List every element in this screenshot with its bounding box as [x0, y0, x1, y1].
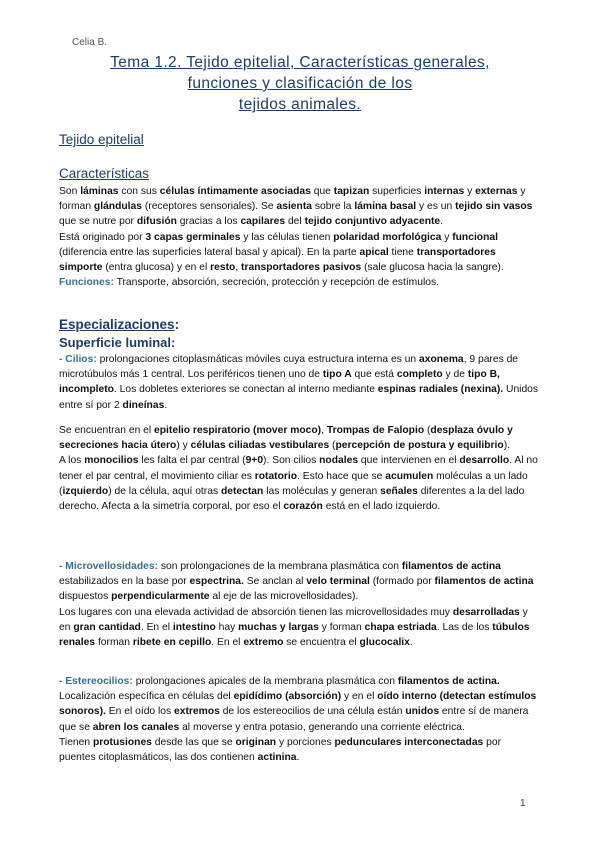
- bold-term: percepción de postura y equilibrio: [335, 440, 504, 452]
- bold-term: dineínas: [122, 399, 165, 411]
- bold-term: funcional: [452, 231, 498, 243]
- title-line-3: tejidos animales.: [238, 96, 362, 113]
- author-name: Celia B.: [72, 37, 108, 48]
- bold-term: rotatorio: [254, 470, 298, 482]
- bold-term: apical: [359, 246, 389, 258]
- paragraph: Son láminas con sus células íntimamente asociadas que tapizan superficies internas y externas y forman glándulas (receptores sensoriales). Se asienta sobre la lámina basal y es un tejido sin vasos que se nutre por difusión gracias a los capilares del tejido conjuntivo adyacente.: [59, 186, 533, 228]
- bold-term: chapa estriada: [364, 621, 437, 633]
- caracteristicas-body: [59, 184, 539, 290]
- bold-term: nodales: [319, 455, 359, 467]
- bold-term: células ciliadas vestibulares: [190, 440, 330, 452]
- bold-term: transportadores pasivos: [241, 262, 362, 274]
- bold-term: células íntimamente asociadas: [159, 186, 311, 197]
- bold-term: asienta: [276, 201, 312, 213]
- bold-term: internas: [424, 186, 465, 197]
- bold-term: izquierdo: [62, 485, 109, 497]
- bold-term: Trompas de Falopio: [326, 425, 425, 436]
- bold-term: oído interno (detectan estímulos sonoros).: [59, 691, 537, 718]
- bold-term: difusión: [136, 216, 177, 228]
- bold-term: túbulos renales: [59, 621, 530, 649]
- bold-term: filamentos de actina: [434, 576, 534, 588]
- page-title: [60, 52, 540, 115]
- microvellosidades-section: [59, 559, 539, 650]
- bold-term: ribete en cepillo: [132, 637, 212, 649]
- section-heading: Tejido epitelial: [59, 132, 144, 147]
- bold-term: desarrolladas: [452, 606, 520, 618]
- bold-term: señales: [380, 485, 418, 497]
- bold-term: transportadores simporte: [59, 246, 496, 274]
- bold-term: protusiones: [92, 736, 152, 748]
- bold-term: pedunculares interconectadas: [334, 736, 484, 748]
- caracteristicas-heading: Características: [59, 166, 150, 181]
- title-line-1: Tema 1.2. Tejido epitelial, Características generales,: [110, 54, 490, 71]
- bold-term: lámina basal: [354, 201, 417, 213]
- bold-term: abren los canales: [92, 721, 180, 733]
- bold-term: unidos: [405, 706, 440, 718]
- paragraph: - Cilios: prolongaciones citoplasmáticas móviles cuya estructura interna es un axonema, 9 pares de microtúbulos más 1 central. Los periféricos tienen uno de tipo A que está completo y de tipo B, incompleto. Los dobletes exteriores se conectan al interno mediante espinas radiales (nexina). Unidos entre sí por 2 dineínas.: [59, 354, 539, 411]
- bold-term: muchas y largas: [238, 621, 319, 633]
- bold-term: intestino: [172, 621, 216, 633]
- paragraph: Se encuentran en el epitelio respiratorio (mover moco), Trompas de Falopio (desplaza óvulo y secreciones hacia útero) y células ciliadas vestibulares (percepción de postura y equilibrio).: [59, 425, 513, 452]
- bold-term: extremo: [243, 637, 284, 649]
- bold-term: tapizan: [333, 186, 370, 197]
- term-label: - Estereocilios:: [59, 676, 133, 687]
- bold-term: láminas: [80, 186, 119, 197]
- bold-term: desarrollo: [459, 455, 510, 467]
- bold-term: detectan: [220, 485, 264, 497]
- bold-term: 9+0: [245, 455, 264, 467]
- bold-term: 3 capas germinales: [145, 231, 241, 243]
- paragraph: A los monocilios les falta el par central (9+0). Son cilios nodales que intervienen en el desarrollo. Al no tener el par central, el movimiento ciliar es rotatorio. Esto hace que se acumulen moléculas a un lado (izquierdo) de la célula, aquí otras detectan las moléculas y generan señales diferentes a la del lado derecho. Afecta a la simetría corporal, por eso el corazón está en el lado izquierdo.: [59, 455, 538, 513]
- bold-term: axonema: [419, 354, 464, 365]
- bold-term: monocilios: [84, 455, 139, 467]
- bold-term: actinina: [257, 752, 297, 764]
- bold-term: perpendicularmente: [111, 591, 210, 603]
- bold-term: epidídimo (absorción): [233, 691, 342, 703]
- paragraph: Funciones: Transporte, absorción, secreción, protección y recepción de estímulos.: [59, 277, 440, 289]
- bold-term: espinas radiales (nexina).: [377, 384, 504, 396]
- estereocilios-section: [59, 674, 539, 765]
- bold-term: capilares: [240, 216, 286, 228]
- bold-term: extremos: [174, 706, 220, 718]
- bold-term: corazón: [283, 501, 323, 513]
- bold-term: tipo B, incompleto: [59, 369, 500, 396]
- bold-term: glucocalix: [359, 637, 410, 649]
- term-label: Funciones:: [59, 277, 114, 289]
- bold-term: polaridad morfológica: [333, 231, 442, 243]
- bold-term: epitelio respiratorio (mover moco): [154, 425, 322, 436]
- especializaciones-title: Especializaciones: [59, 317, 175, 332]
- cilios-location: [59, 423, 539, 514]
- bold-term: espectrina.: [189, 576, 244, 588]
- bold-term: glándulas: [93, 201, 142, 213]
- term-label: - Microvellosidades:: [59, 561, 158, 572]
- especializaciones-heading: [59, 317, 179, 332]
- paragraph: - Estereocilios: prolongaciones apicales de la membrana plasmática con filamentos de actina. Localización específica en células del epidídimo (absorción) y en el oído interno (detectan estímulos sonoros). En el oído los extremos de los estereocilios de una célula están unidos entre sí de manera que se abren los canales al moverse y entra potasio, generando una corriente eléctrica.: [59, 676, 537, 733]
- bold-term: tejido sin vasos: [455, 201, 533, 213]
- title-line-2: funciones y clasificación de los: [187, 75, 413, 92]
- bold-term: externas: [475, 186, 518, 197]
- bold-term: tipo A: [322, 369, 352, 381]
- heading-colon: :: [174, 317, 180, 332]
- paragraph: Los lugares con una elevada actividad de absorción tienen las microvellosidades muy desarrolladas y en gran cantidad. En el intestino hay muchas y largas y forman chapa estriada. Las de los túbulos renales forman ribete en cepillo. En el extremo se encuentra el glucocalix.: [59, 606, 530, 649]
- paragraph: - Microvellosidades: son prolongaciones de la membrana plasmática con filamentos de actina estabilizados en la base por espectrina. Se anclan al velo terminal (formado por filamentos de actina dispuestos perpendicularmente al eje de las microvellosidades).: [59, 561, 534, 603]
- bold-term: filamentos de actina.: [397, 676, 500, 687]
- bold-term: acumulen: [385, 470, 434, 482]
- paragraph: Tienen protusiones desde las que se originan y porciones pedunculares interconectadas por puentes citoplasmáticos, las dos contienen actinina.: [59, 736, 502, 764]
- paragraph: Está originado por 3 capas germinales y las células tienen polaridad morfológica y funcional (diferencia entre las superficies lateral basal y apical). En la parte apical tiene transportadores simporte (entra glucosa) y en el resto, transportadores pasivos (sale glucosa hacia la sangre).: [59, 231, 504, 274]
- cilios-section: [59, 352, 539, 413]
- bold-term: desplaza óvulo y secreciones hacia útero: [59, 425, 513, 452]
- bold-term: filamentos de actina: [401, 561, 501, 572]
- bold-term: originan: [235, 736, 277, 748]
- bold-term: tejido conjuntivo adyacente: [304, 216, 441, 228]
- superficie-luminal-heading: Superficie luminal:: [59, 335, 176, 350]
- page-number: 1: [520, 798, 526, 809]
- bold-term: velo terminal: [306, 576, 370, 588]
- bold-term: completo: [396, 369, 443, 381]
- bold-term: resto: [210, 262, 236, 274]
- term-label: - Cilios:: [59, 354, 97, 365]
- bold-term: gran cantidad: [73, 621, 141, 633]
